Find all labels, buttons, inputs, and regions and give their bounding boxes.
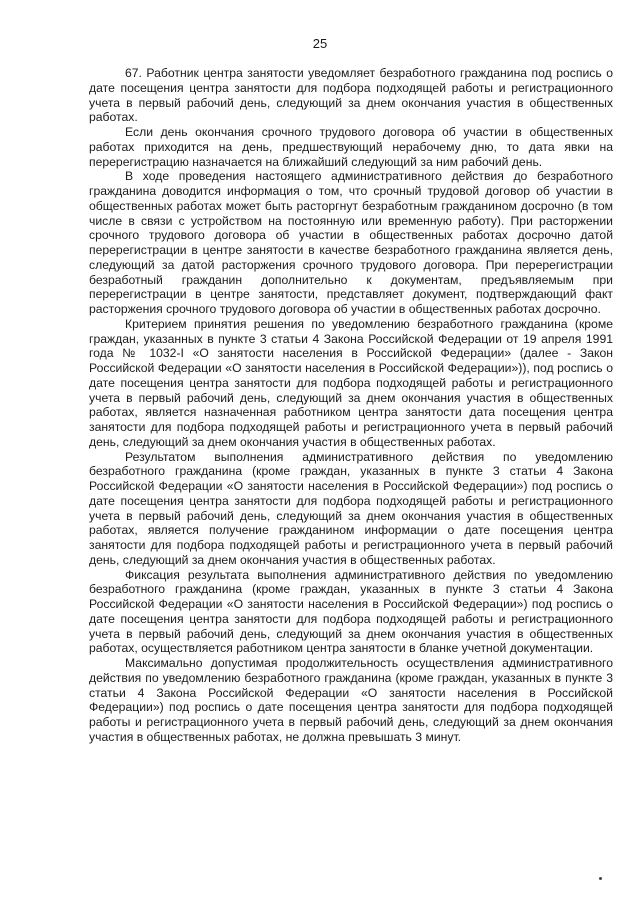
paragraph-result-recording: Фиксация результата выполнения административного действия по уведомлению безработного гражданина (кроме граждан, указанных в пункте 3 статьи 4 Закона Российской Федерации «О занятости населения в Российской Федерации») под роспись о дате посещения центра занятости для подбора подходящей работы и регистрационного учета в первый рабочий день, следующий за днем окончания участия в общественных работах, осуществляется работником центра занятости в бланке учетной документации.: [89, 567, 613, 656]
paragraph-decision-criterion: Критерием принятия решения по уведомлению безработного гражданина (кроме граждан, указанных в пункте 3 статьи 4 Закона Российской Федерации от 19 апреля 1991 года № 1032-I «О занятости населения в Российской Федерации» (далее - Закон Российской Федерации «О занятости населения в Российской Федерации»)), под роспись о дате посещения центра занятости для подбора подходящей работы и регистрационного учета в первый рабочий день, следующий за днем окончания участия в общественных работах, является назначенная работником центра занятости дата посещения центра занятости для подбора подходящей работы и регистрационного учета в первый рабочий день, следующий за днем окончания участия в общественных работах.: [89, 316, 613, 449]
paragraph-action-result: Результатом выполнения административного действия по уведомлению безработного гражданина (кроме граждан, указанных в пункте 3 статьи 4 Закона Российской Федерации «О занятости населения в Российской Федерации») под роспись о дате посещения центра занятости для подбора подходящей работы и регистрационного учета в первый рабочий день, следующий за днем окончания участия в общественных работах, является получение гражданином информации о дате посещения центра занятости для подбора подходящей работы и регистрационного учета в первый рабочий день, следующий за днем окончания участия в общественных работах.: [89, 449, 613, 567]
page-number: 25: [312, 36, 328, 51]
scan-speck: [599, 877, 602, 880]
paragraph-max-duration: Максимально допустимая продолжительность осуществления административного действия по уведомлению безработного гражданина (кроме граждан, указанных в пункте 3 статьи 4 Закона Российской Федерации «О занятости населения в Российской Федерации») под роспись о дате посещения центра занятости для подбора подходящей работы и регистрационного учета в первый рабочий день, следующий за днем окончания участия в общественных работах, не должна превышать 3 минут.: [89, 656, 613, 744]
document-body: [89, 66, 613, 745]
paragraph-day-off-rule: Если день окончания срочного трудового договора об участии в общественных работах приходится на день, предшествующий нерабочему дню, то дата явки на перерегистрацию назначается на ближайший следующий за ним рабочий день.: [89, 125, 613, 169]
paragraph-67: 67. Работник центра занятости уведомляет безработного гражданина под роспись о дате посещения центра занятости для подбора подходящей работы и регистрационного учета в первый рабочий день, следующий за днем окончания участия в общественных работах.: [89, 66, 613, 125]
paragraph-early-termination: В ходе проведения настоящего административного действия до безработного гражданина доводится информация о том, что срочный трудовой договор об участии в общественных работах может быть расторгнут безработным гражданином досрочно (в том числе в связи с устройством на постоянную или временную работу). При расторжении срочного трудового договора об участии в общественных работах досрочно датой перерегистрации в центре занятости в качестве безработного гражданина является день, следующий за датой расторжения срочного трудового договора. При перерегистрации безработный гражданин дополнительно к документам, предъявляемым при перерегистрации в центре занятости, представляет документ, подтверждающий факт расторжения срочного трудового договора об участии в общественных работах досрочно.: [89, 169, 613, 316]
